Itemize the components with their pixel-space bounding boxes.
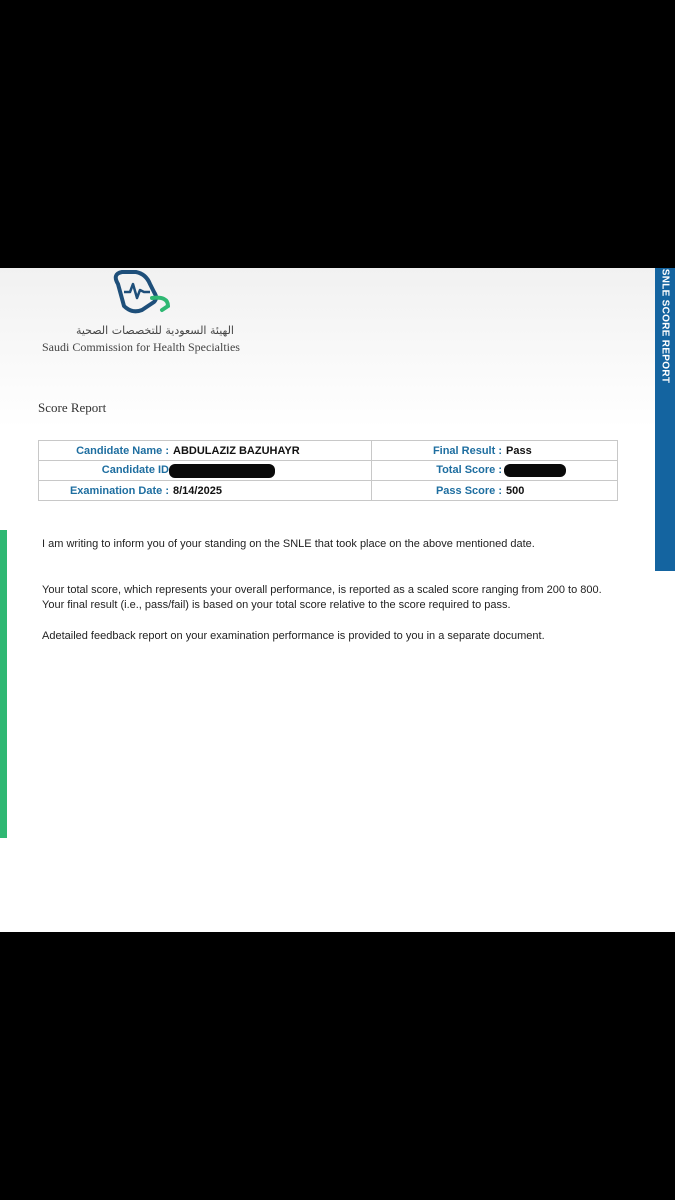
final-result-cell [372,441,618,461]
exam-date-value: 8/14/2025 [173,484,222,497]
table-row [39,481,618,501]
report-title: Score Report [38,400,107,415]
scfhs-logo-icon [106,268,172,318]
candidate-name-label: Candidate Name : [76,444,169,457]
pass-score-value: 500 [506,484,525,497]
exam-date-cell [39,481,372,501]
final-result-value: Pass [506,444,532,457]
sidebar-label: SNLE SCORE REPORT [659,268,671,384]
candidate-name-cell [39,441,372,461]
org-name-arabic: الهيئة السعودية للتخصصات الصحية [75,324,234,337]
final-result-label: Final Result : [432,444,502,457]
table-row [39,461,618,481]
candidate-name-value: ABDULAZIZ BAZUHAYR [173,444,300,457]
pass-score-label: Pass Score : [435,484,502,497]
score-report-document [0,268,675,932]
sidebar-label-wrapper [655,268,675,571]
paragraph-score-explanation: Your total score, which represents your overall performance, is reported as a scaled score ranging from 200 to 800. Your final result (i.e., pass/fail) is based on your total score relative to the score required to pass. [42,584,602,611]
paragraph-standing: I am writing to inform you of your standing on the SNLE that took place on the above mentioned date. [42,538,535,550]
total-score-label: Total Score : [436,464,502,477]
pass-score-cell [372,481,618,501]
paragraph-feedback: Adetailed feedback report on your examination performance is provided to you in a separate document. [42,630,545,642]
accent-bar [0,530,7,838]
candidate-id-redaction [169,464,275,478]
candidate-info-table [38,440,618,501]
exam-date-label: Examination Date : [69,484,169,497]
candidate-id-cell [39,461,372,481]
total-score-redaction [504,464,566,477]
org-name-english: Saudi Commission for Health Specialties [42,340,240,354]
total-score-cell [372,461,618,481]
candidate-id-label: Candidate ID [101,464,169,477]
table-row [39,441,618,461]
